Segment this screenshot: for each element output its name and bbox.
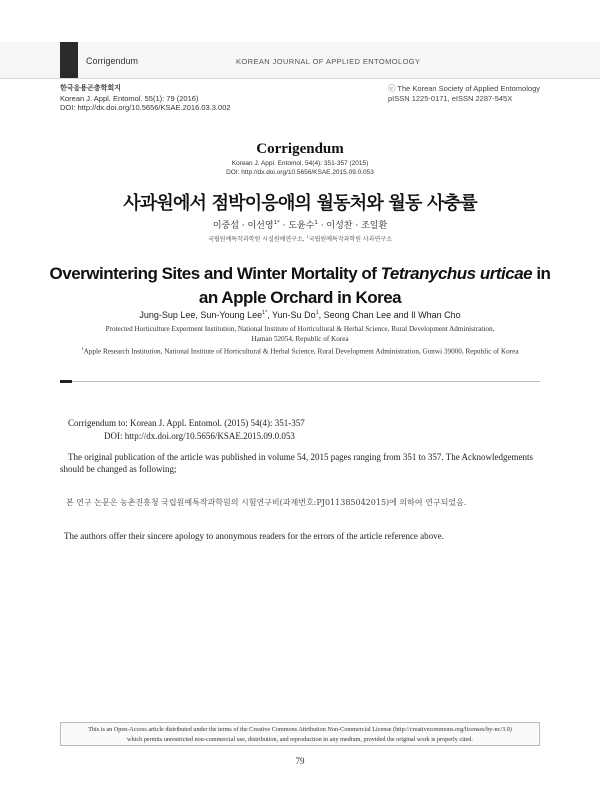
journal-korean-name: 한국응용곤충학회지 xyxy=(60,84,121,92)
header-journal-name: KOREAN JOURNAL OF APPLIED ENTOMOLOGY xyxy=(236,57,421,66)
license-line-2: which permits unrestricted non-commercial use, distribution, and reproduction in any medium, provided the original work is properly cited. xyxy=(127,736,473,743)
english-title xyxy=(40,262,560,310)
corrigendum-citation: Korean J. Appl. Entomol. 54(4): 351-357 (2015) xyxy=(231,160,369,167)
english-authors xyxy=(0,310,600,320)
species-name: Tetranychus urticae xyxy=(380,264,533,283)
english-title-post: in an Apple Orchard in Korea xyxy=(198,264,551,307)
english-title-pre: Overwintering Sites and Winter Mortality of xyxy=(49,264,381,283)
korean-affil-1: 국립원예특작과학원 시설원예연구소, xyxy=(208,236,307,243)
header-section-label: Corrigendum xyxy=(86,56,139,66)
body-paragraph: The original publication of the article was published in volume 54, 2015 pages ranging from 351 to 357. The Acknowledgements should be changed as following; xyxy=(60,452,533,474)
affil-sup: 1 xyxy=(306,235,309,239)
korean-affiliations xyxy=(0,234,600,243)
corrigendum-to-line: Corrigendum to: Korean J. Appl. Entomol. (2015) 54(4): 351-357 xyxy=(68,418,305,428)
open-access-notice xyxy=(60,722,540,746)
section-divider-accent xyxy=(60,380,72,383)
society-copyright: ⓒ The Korean Society of Applied Entomology xyxy=(387,84,540,93)
english-author-group-1: Jung-Sup Lee, Sun-Young Lee xyxy=(139,310,263,320)
korean-author-group-3: · 이성찬 · 조일환 xyxy=(317,221,388,231)
english-affil-1: Protected Horticulture Experment Institution, National Institute of Horticultural & Herbal Science, Rural Development Administration, xyxy=(105,325,495,333)
korean-author-group-1: 이중섭 · 이선영 xyxy=(212,221,274,231)
affil-sup: 1 xyxy=(81,346,84,351)
english-author-group-2: , Yun-Su Do xyxy=(267,310,316,320)
english-affil-3: Apple Research Institution, National Institute of Horticultural & Herbal Science, Rural Development Administration, Gunwi 39000, Republic of Korea xyxy=(83,347,519,356)
korean-title: 사과원에서 점박이응애의 월동처와 월동 사충률 xyxy=(123,193,477,214)
apology-statement: The authors offer their sincere apology to anonymous readers for the errors of the article reference above. xyxy=(64,531,444,541)
english-affil-3-line xyxy=(60,344,540,356)
corresponding-mark: * xyxy=(277,220,280,226)
affil-sup: 1 xyxy=(262,310,266,316)
corrigendum-title: Corrigendum xyxy=(256,141,344,157)
korean-authors xyxy=(0,218,600,231)
affil-sup: 1 xyxy=(273,220,278,226)
article-doi[interactable]: DOI: http://dx.doi.org/10.5656/KSAE.2016.03.3.002 xyxy=(60,103,231,112)
license-line-1: This is an Open-Access article distributed under the terms of the Creative Commons Attribution Non-Commercial License (http://creativecommons.org/licenses/by-nc/3.0) xyxy=(88,726,512,733)
english-affiliations xyxy=(60,324,540,356)
acknowledgement-korean: 본 연구 논문은 농촌진흥청 국립원예특작과학원의 시험연구비(과제번호:PJ011385042015)에 의하여 연구되었음. xyxy=(66,498,467,507)
article-meta xyxy=(60,84,231,113)
affil-sup: 1 xyxy=(315,310,319,316)
english-author-group-3: , Seong Chan Lee and Il Whan Cho xyxy=(318,310,461,320)
english-affil-2: Haman 52054, Republic of Korea xyxy=(251,335,349,343)
affil-sup: 1 xyxy=(314,220,318,226)
page-number: 79 xyxy=(295,756,305,766)
korean-affil-2: 국립원예특작과학원 사과연구소 xyxy=(308,236,392,243)
corresponding-mark: * xyxy=(265,310,268,316)
article-citation: Korean J. Appl. Entomol. 55(1): 79 (2016) xyxy=(60,93,199,103)
issn-line: pISSN 1225-0171, eISSN 2287-545X xyxy=(387,93,513,103)
section-divider xyxy=(72,381,540,382)
korean-author-group-2: · 도윤수 xyxy=(279,221,315,231)
corrigendum-to-doi[interactable]: DOI: http://dx.doi.org/10.5656/KSAE.2015.09.0.053 xyxy=(104,431,295,441)
header-accent-block xyxy=(60,42,78,78)
society-meta xyxy=(388,84,540,103)
corrigendum-doi[interactable]: DOI: http://dx.doi.org/10.5656/KSAE.2015.09.0.053 xyxy=(226,169,374,176)
